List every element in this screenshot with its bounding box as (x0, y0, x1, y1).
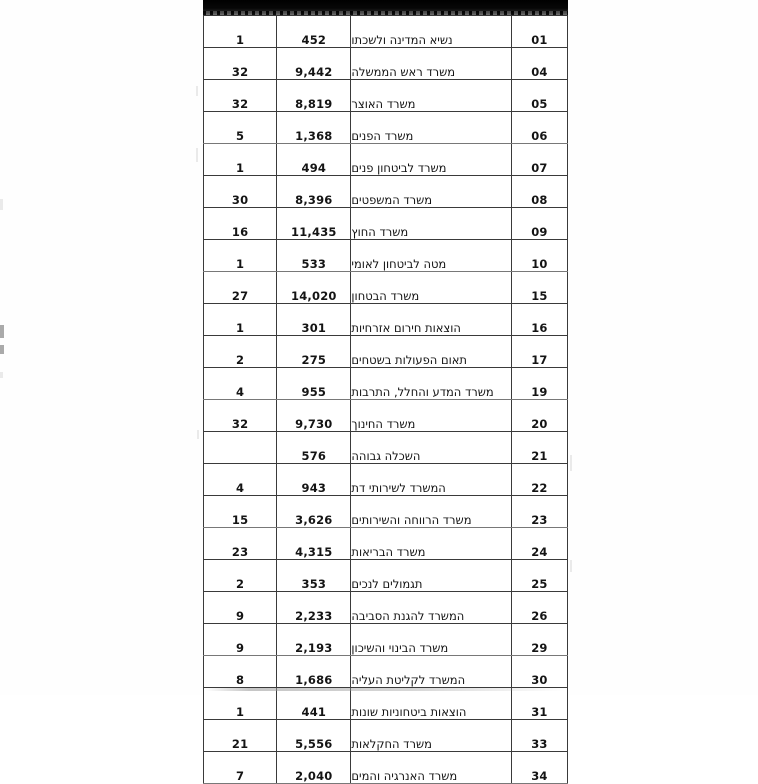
cell-ministry-name: משרד הרווחה והשירותים (351, 496, 511, 528)
cell-ministry-code: 23 (511, 496, 567, 528)
cell-ministry-name: משרד ראש הממשלה (351, 48, 511, 80)
cell-ministry-code: 22 (511, 464, 567, 496)
table-row (204, 432, 568, 464)
cell-budget-amount: 8,396 (277, 176, 351, 208)
scan-speck (0, 199, 3, 210)
cell-ministry-code: 08 (511, 176, 567, 208)
cell-unit-count: 1 (204, 16, 277, 48)
cell-ministry-name: משרד החוץ (351, 208, 511, 240)
cell-unit-count: 1 (204, 240, 277, 272)
table-row (204, 592, 568, 624)
cell-ministry-name: המשרד לשירותי דת (351, 464, 511, 496)
cell-ministry-code: 31 (511, 688, 567, 720)
cell-unit-count: 2 (204, 560, 277, 592)
cell-ministry-name: משרד הבריאות (351, 528, 511, 560)
cell-ministry-name: משרד הבטחון (351, 272, 511, 304)
cell-budget-amount: 8,819 (277, 80, 351, 112)
cell-ministry-name: משרד המדע והחלל, התרבות (351, 368, 511, 400)
cell-ministry-code: 29 (511, 624, 567, 656)
cell-ministry-code: 16 (511, 304, 567, 336)
scan-smudge (206, 688, 566, 691)
cell-budget-amount: 943 (277, 464, 351, 496)
cell-budget-amount: 11,435 (277, 208, 351, 240)
table-row (204, 624, 568, 656)
cell-ministry-code: 04 (511, 48, 567, 80)
cell-unit-count: 30 (204, 176, 277, 208)
cell-unit-count: 5 (204, 112, 277, 144)
cell-budget-amount: 2,233 (277, 592, 351, 624)
cell-budget-amount: 9,442 (277, 48, 351, 80)
cell-budget-amount: 9,730 (277, 400, 351, 432)
cell-budget-amount: 301 (277, 304, 351, 336)
table-row (204, 336, 568, 368)
table-row (204, 16, 568, 48)
scan-speck (0, 372, 3, 378)
cell-unit-count: 1 (204, 304, 277, 336)
table-row (204, 368, 568, 400)
scan-speck (0, 345, 4, 354)
cell-ministry-name: משרד האוצר (351, 80, 511, 112)
scan-speck (570, 455, 572, 471)
cell-unit-count: 9 (204, 624, 277, 656)
table-row (204, 80, 568, 112)
cell-ministry-code: 19 (511, 368, 567, 400)
cell-budget-amount: 2,040 (277, 752, 351, 784)
cell-ministry-code: 06 (511, 112, 567, 144)
cell-unit-count: 15 (204, 496, 277, 528)
table-row (204, 272, 568, 304)
cell-ministry-name: תאום הפעולות בשטחים (351, 336, 511, 368)
cell-ministry-code: 10 (511, 240, 567, 272)
cell-unit-count: 16 (204, 208, 277, 240)
cell-ministry-name: משרד הבינוי והשיכון (351, 624, 511, 656)
cell-unit-count: 9 (204, 592, 277, 624)
cell-ministry-code: 20 (511, 400, 567, 432)
cell-ministry-name: תגמולים לנכים (351, 560, 511, 592)
ministries-budget-table (203, 15, 568, 784)
cell-ministry-name: משרד האנרגיה והמים (351, 752, 511, 784)
cell-unit-count: 23 (204, 528, 277, 560)
cell-ministry-code: 15 (511, 272, 567, 304)
cell-ministry-name: הוצאות ביטחוניות שונות (351, 688, 511, 720)
cell-ministry-code: 30 (511, 656, 567, 688)
cell-unit-count: 4 (204, 464, 277, 496)
cell-budget-amount: 353 (277, 560, 351, 592)
cell-ministry-code: 34 (511, 752, 567, 784)
cell-ministry-code: 26 (511, 592, 567, 624)
table-row (204, 304, 568, 336)
table-row (204, 688, 568, 720)
cell-ministry-name: משרד לביטחון פנים (351, 144, 511, 176)
cell-ministry-code: 21 (511, 432, 567, 464)
table-row (204, 496, 568, 528)
cell-ministry-name: המשרד לקליטת העליה (351, 656, 511, 688)
cell-unit-count: 32 (204, 400, 277, 432)
cell-unit-count: 2 (204, 336, 277, 368)
cell-budget-amount: 14,020 (277, 272, 351, 304)
cell-ministry-name: משרד המשפטים (351, 176, 511, 208)
cell-unit-count: 32 (204, 80, 277, 112)
cell-ministry-code: 17 (511, 336, 567, 368)
cell-ministry-name: משרד החקלאות (351, 720, 511, 752)
cell-budget-amount: 5,556 (277, 720, 351, 752)
cell-ministry-name: משרד הפנים (351, 112, 511, 144)
cell-budget-amount: 576 (277, 432, 351, 464)
cell-unit-count: 1 (204, 144, 277, 176)
scan-speck (196, 148, 198, 162)
cell-ministry-name: השכלה גבוהה (351, 432, 511, 464)
cell-budget-amount: 494 (277, 144, 351, 176)
table-row (204, 720, 568, 752)
cell-unit-count: 4 (204, 368, 277, 400)
scan-speck (570, 560, 572, 572)
cell-budget-amount: 533 (277, 240, 351, 272)
cell-budget-amount: 1,368 (277, 112, 351, 144)
cell-unit-count: 27 (204, 272, 277, 304)
table-row (204, 400, 568, 432)
scan-black-band (203, 0, 568, 15)
cell-budget-amount: 1,686 (277, 656, 351, 688)
table-row (204, 752, 568, 784)
cell-ministry-name: הוצאות חירום אזרחיות (351, 304, 511, 336)
table-row (204, 208, 568, 240)
table-row (204, 464, 568, 496)
cell-budget-amount: 441 (277, 688, 351, 720)
table-row (204, 112, 568, 144)
cell-unit-count (204, 432, 277, 464)
scan-speck (196, 86, 198, 96)
table-row (204, 144, 568, 176)
table-row (204, 560, 568, 592)
cell-budget-amount: 3,626 (277, 496, 351, 528)
table-row (204, 656, 568, 688)
table-row (204, 48, 568, 80)
cell-unit-count: 8 (204, 656, 277, 688)
cell-ministry-code: 01 (511, 16, 567, 48)
scan-speck (0, 325, 4, 338)
cell-ministry-code: 05 (511, 80, 567, 112)
cell-ministry-name: המשרד להגנת הסביבה (351, 592, 511, 624)
cell-budget-amount: 452 (277, 16, 351, 48)
cell-ministry-code: 24 (511, 528, 567, 560)
scan-speck (197, 430, 199, 439)
table-row (204, 528, 568, 560)
cell-ministry-code: 07 (511, 144, 567, 176)
cell-ministry-code: 09 (511, 208, 567, 240)
cell-budget-amount: 4,315 (277, 528, 351, 560)
cell-unit-count: 21 (204, 720, 277, 752)
cell-ministry-code: 25 (511, 560, 567, 592)
cell-budget-amount: 2,193 (277, 624, 351, 656)
cell-unit-count: 1 (204, 688, 277, 720)
cell-ministry-code: 33 (511, 720, 567, 752)
table-row (204, 240, 568, 272)
cell-unit-count: 7 (204, 752, 277, 784)
cell-budget-amount: 275 (277, 336, 351, 368)
cell-unit-count: 32 (204, 48, 277, 80)
table-row (204, 176, 568, 208)
cell-ministry-name: מטה לביטחון לאומי (351, 240, 511, 272)
cell-budget-amount: 955 (277, 368, 351, 400)
table-body (204, 16, 568, 784)
cell-ministry-name: משרד החינוך (351, 400, 511, 432)
cell-ministry-name: נשיא המדינה ולשכתו (351, 16, 511, 48)
